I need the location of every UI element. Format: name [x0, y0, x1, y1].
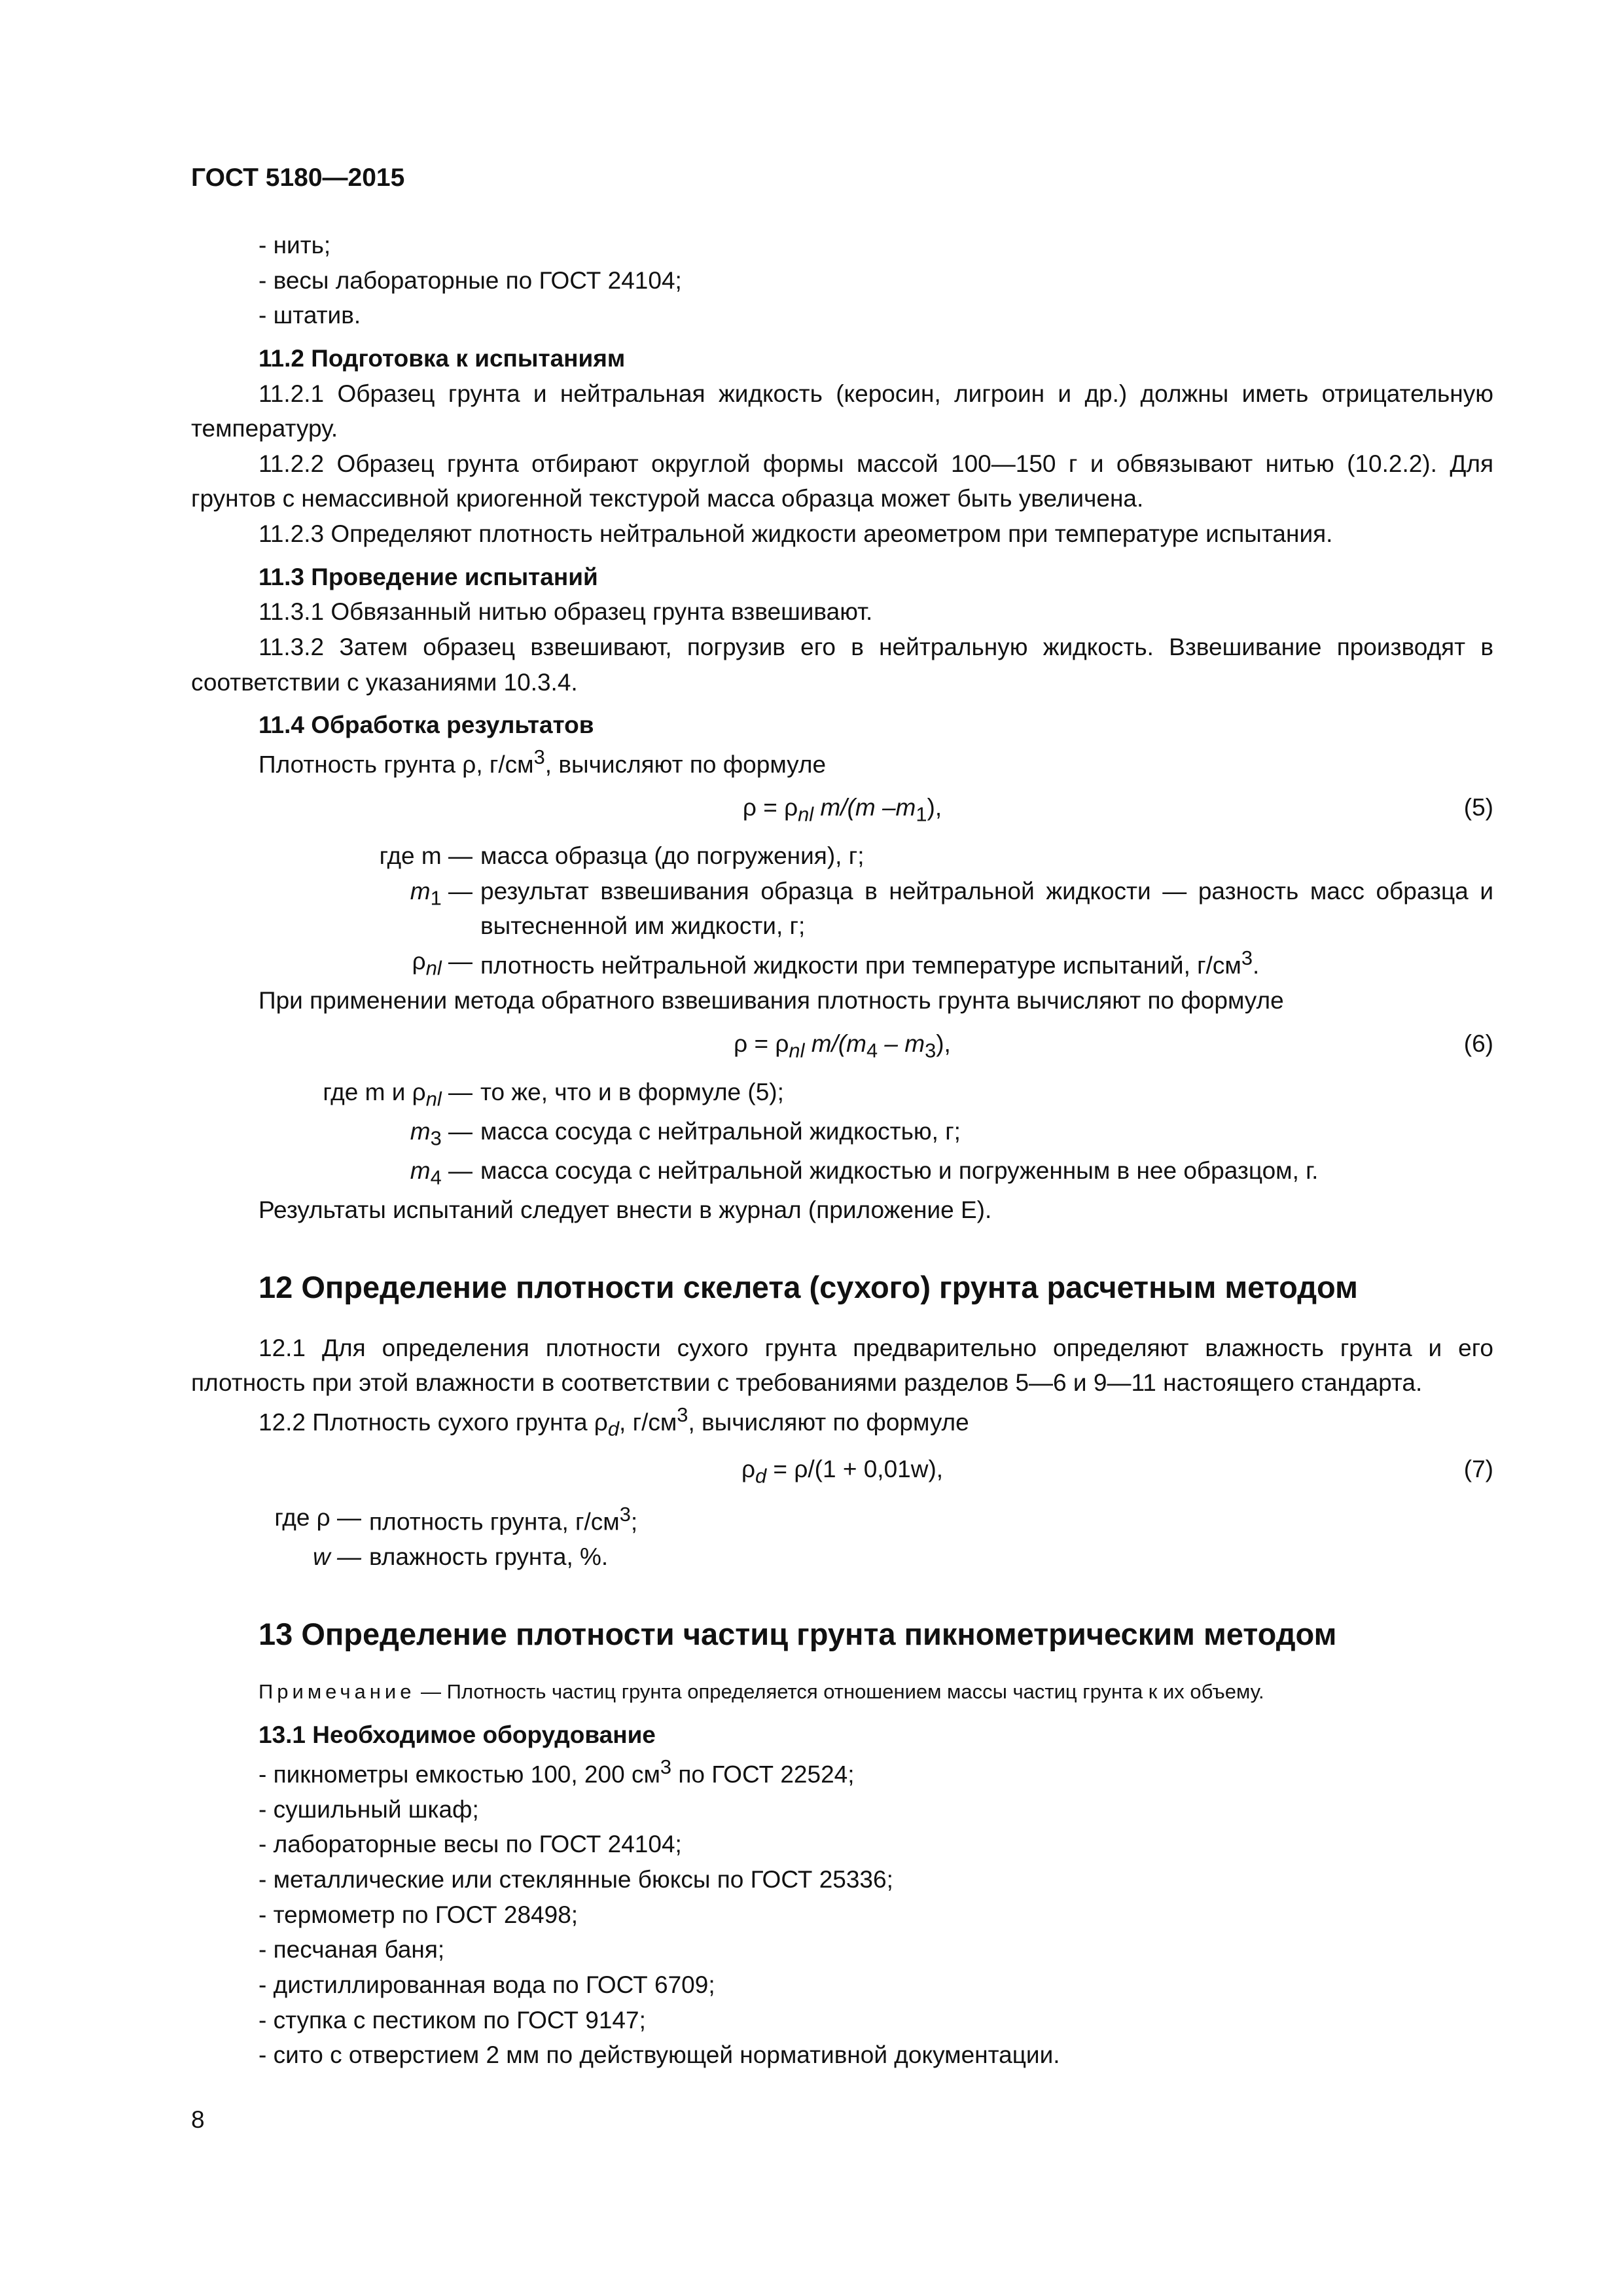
- paragraph-12-2: 12.2 Плотность сухого грунта $\rho_d$, $г/см^3$, вычисляют по формуле: [259, 1403, 969, 1441]
- page-number: 8: [191, 2106, 205, 2133]
- paragraph-results: Результаты испытаний следует внести в журнал (приложение Е).: [259, 1196, 992, 1223]
- definition-m4: $m_4$ — масса сосуда с нейтральной жидкостью и погруженным в нее образцом, г.: [410, 1157, 1319, 1189]
- definition-rho: где ρ — плотность грунта, $г/см^3$;: [274, 1503, 638, 1535]
- definition-w: w — влажность грунта, %.: [313, 1543, 609, 1571]
- definition-m3: $m_3$ — масса сосуда с нейтральной жидкостью, г;: [410, 1117, 961, 1150]
- paragraph-12-1: 12.1 Для определения плотности сухого грунта предварительно определяют влажность грунта и его плотность при этой влажности в соответствии с требованиями разделов 5—6 и 9—11 настоящего стандарта.: [191, 1334, 1493, 1397]
- list-item: - штатив.: [259, 302, 361, 329]
- formula-number: (5): [1463, 793, 1493, 821]
- formula-7: $\rho_d = \rho/(1 + 0,01w)$, (7): [191, 1452, 1493, 1491]
- paragraph-11-3-2: 11.3.2 Затем образец взвешивают, погрузив его в нейтральную жидкость. Взвешивание производят в соответствии с указаниями 10.3.4.: [191, 634, 1493, 696]
- subsection-heading-11-4: 11.4 Обработка результатов: [259, 711, 594, 739]
- paragraph-11-3-1: 11.3.1 Обвязанный нитью образец грунта взвешивают.: [259, 598, 873, 626]
- page-content: [191, 228, 1493, 2073]
- formula-6: $\rho = \rho_{nl}$ $m/(m_4 - m_3)$, (6): [191, 1026, 1493, 1066]
- definition-rho-nl: $\rho_{nl}$ — плотность нейтральной жидкости при температуре испытаний, $г/см^3$.: [412, 946, 1260, 980]
- definition-m: где m — масса образца (до погружения), г;: [379, 842, 865, 870]
- subsection-heading-11-2: 11.2 Подготовка к испытаниям: [259, 344, 626, 372]
- list-item: - песчаная баня;: [259, 1936, 445, 1964]
- list-item: - весы лабораторные по ГОСТ 24104;: [259, 266, 682, 294]
- definition-m1: $m_1$ — результат взвешивания образца в нейтральной жидкости — разность масс образца и вытесненной им жидкости, г;: [410, 877, 1493, 940]
- subsection-heading-13-1: 13.1 Необходимое оборудование: [259, 1721, 656, 1749]
- list-item: - дистиллированная вода по ГОСТ 6709;: [259, 1971, 715, 1998]
- document-code-header: ГОСТ 5180—2015: [191, 164, 405, 192]
- list-item: - сито с отверстием 2 мм по действующей нормативной документации.: [259, 2041, 1060, 2069]
- subsection-heading-11-3: 11.3 Проведение испытаний: [259, 563, 598, 590]
- section-heading-13: 13 Определение плотности частиц грунта пикнометрическим методом: [259, 1617, 1337, 1652]
- definition-m-rho-nl: где m и $\rho_{nl}$ — то же, что и в формуле (5);: [323, 1078, 784, 1111]
- section-heading-12: 12 Определение плотности скелета (сухого) грунта расчетным методом: [259, 1269, 1358, 1304]
- list-item: - лабораторные весы по ГОСТ 24104;: [259, 1831, 682, 1858]
- paragraph-11-2-1: 11.2.1 Образец грунта и нейтральная жидкость (керосин, лигроин и др.) должны иметь отрицательную температуру.: [191, 380, 1493, 442]
- formula-5: $\rho = \rho_{nl}$ m/(m $-m_1$), (5): [191, 790, 1493, 829]
- list-item: - нить;: [259, 232, 331, 259]
- list-item: - металлические или стеклянные бюксы по ГОСТ 25336;: [259, 1866, 893, 1893]
- formula-number: (7): [1463, 1456, 1493, 1483]
- list-item: - ступка с пестиком по ГОСТ 9147;: [259, 2006, 646, 2034]
- paragraph-reverse-weighing: При применении метода обратного взвешивания плотность грунта вычисляют по формуле: [259, 987, 1284, 1014]
- list-item: - термометр по ГОСТ 28498;: [259, 1901, 579, 1928]
- note: Примечание — Плотность частиц грунта определяется отношением массы частиц грунта к их объему.: [259, 1680, 1264, 1704]
- paragraph-11-2-3: 11.2.3 Определяют плотность нейтральной жидкости ареометром при температуре испытания.: [259, 520, 1333, 548]
- paragraph-11-2-2: 11.2.2 Образец грунта отбирают округлой формы массой 100—150 г и обвязывают нитью (10.2.2). Для грунтов с немассивной криогенной текстурой масса образца может быть увеличена.: [191, 450, 1493, 512]
- list-item: - сушильный шкаф;: [259, 1795, 479, 1823]
- paragraph-density-intro: Плотность грунта ρ, $г/см^3$, вычисляют по формуле: [259, 745, 827, 778]
- list-item: - пикнометры емкостью 100, 200 $см^3$ по ГОСТ 22524;: [259, 1755, 855, 1788]
- formula-number: (6): [1463, 1030, 1493, 1057]
